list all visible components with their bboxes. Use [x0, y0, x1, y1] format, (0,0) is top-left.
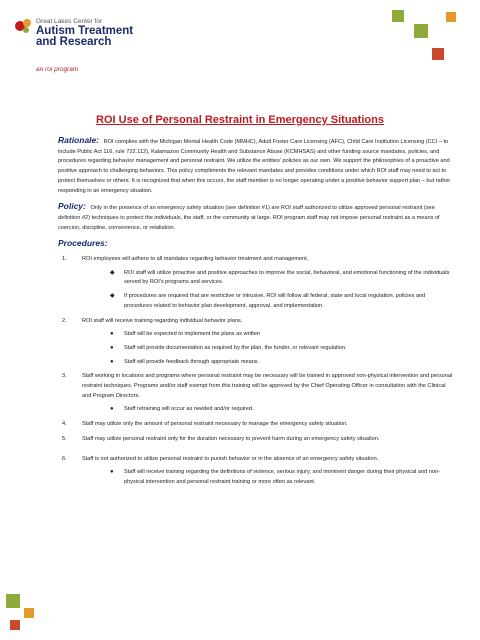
bullet-text: If procedures are required that are restrictive or intrusive, ROI will follow all federal, state and local regulation, policies and procedures related to behavior plan development, approval, and implementation. — [124, 293, 426, 309]
bullet-item — [110, 330, 454, 340]
logo-tagline: an roi program — [36, 66, 79, 73]
procedure-body — [82, 435, 454, 445]
procedure-text: ROI employees will adhere to all mandates regarding behavior treatment and management. — [82, 256, 309, 263]
procedure-item — [58, 317, 454, 368]
bullet-icon: ● — [110, 358, 114, 365]
bullet-text: Staff will receive training regarding the definitions of violence, serious injury, and imminent danger during their physical and non-physical intervention and personal restraint training or more often as relevant. — [124, 469, 441, 485]
logo-subtitle: Great Lakes Center for — [36, 18, 103, 25]
procedure-item — [58, 435, 454, 445]
procedure-item — [58, 372, 454, 415]
bullet-icon: ◆ — [110, 269, 115, 276]
bullet-item — [110, 292, 454, 311]
organization-logo — [14, 16, 214, 78]
logo-title — [36, 26, 206, 48]
rationale-paragraph — [58, 136, 454, 196]
procedure-body — [82, 455, 454, 488]
procedure-text: Staff is not authorized to utilize personal restraint to punish behavior or in the absence of an emergency safety situation. — [82, 455, 379, 462]
bullet-item — [110, 405, 454, 415]
procedure-number: 2. — [62, 317, 67, 324]
procedures-heading: Procedures: — [58, 238, 108, 249]
logo-title-line2: and Research — [36, 36, 112, 48]
bullet-text: Staff retraining will occur as needed and/or required. — [124, 406, 254, 413]
bullet-text: Staff will be expected to implement the plans as written — [124, 331, 261, 338]
logo-title-line1: Autism Treatment — [36, 25, 134, 37]
page-title: ROI Use of Personal Restraint in Emergency Situations — [96, 114, 384, 126]
procedure-body — [82, 372, 454, 415]
bullet-icon: ● — [110, 331, 114, 338]
document-body — [58, 136, 454, 493]
decorative-square — [432, 48, 444, 60]
bullet-item — [110, 344, 454, 354]
procedure-body — [82, 317, 454, 368]
policy-paragraph — [58, 202, 454, 233]
decorative-square — [10, 620, 20, 630]
procedure-body — [82, 255, 454, 312]
procedure-body — [82, 420, 454, 430]
bullet-text: Staff will provide documentation as required by the plan, the funder, or relevant regulation. — [124, 344, 347, 351]
bullet-text: Staff will provide feedback through appropriate means. — [124, 358, 260, 365]
procedure-number: 6. — [62, 455, 67, 462]
bullet-item — [110, 468, 454, 487]
decorative-square — [392, 10, 404, 22]
procedure-number: 4. — [62, 421, 67, 428]
policy-text: Only in the presence of an emergency safety situation (see definition #1) are ROI staff authorized to utilize approved personal restraint (see definition #2) techniques to protect the individuals, the staff, or the community at large. ROI program staff may not impose personal restraint as a means of coercion, discipline, convenience, or retaliation. — [58, 205, 440, 231]
procedure-number: 1. — [62, 256, 67, 263]
procedure-item — [58, 455, 454, 488]
bullet-icon: ● — [110, 469, 114, 476]
decorative-square — [446, 12, 456, 22]
bullet-icon: ◆ — [110, 293, 115, 300]
procedure-text: Staff may utilize only the amount of personal restraint necessary to manage the emergency safety situation. — [82, 421, 348, 428]
bullet-icon: ● — [110, 344, 114, 351]
logo-mark-icon — [14, 16, 34, 36]
procedures-list — [58, 255, 454, 488]
procedure-text: Staff may utilize personal restraint only for the duration necessary to prevent harm during an emergency safety situation. — [82, 435, 380, 442]
bullet-icon: ● — [110, 406, 114, 413]
bullet-item — [110, 269, 454, 288]
decorative-square — [414, 24, 428, 38]
procedure-text: ROI staff will receive training regarding individual behavior plans. — [82, 317, 243, 324]
decorative-square — [6, 594, 20, 608]
bullet-item — [110, 358, 454, 368]
rationale-label: Rationale: — [58, 135, 100, 145]
procedure-number: 5. — [62, 435, 67, 442]
procedure-item — [58, 420, 454, 430]
procedure-number: 3. — [62, 373, 67, 380]
decorative-square — [24, 608, 34, 618]
policy-label: Policy: — [58, 201, 86, 212]
procedure-item — [58, 255, 454, 312]
bullet-text: ROI staff will utilize proactive and positive approaches to improve the social, behavioral, and emotional functioning of the individuals served by ROI's programs and services. — [124, 269, 450, 286]
procedure-text: Staff working in locations and programs where personal restraint may be necessary will be trained in approved non-physical intervention and personal restraint techniques. Programs and/or staff exempt from this training will be approved by the Chief Operating Officer in consultation with the Clinical and Program Directors. — [82, 373, 453, 399]
rationale-text: ROI complies with the Michigan Mental Health Code (MMHC), Adult Foster Care Licensing (AFC), Child Care Institution Licensing (CCI – to include Public Act 116, rule 722.112), Kalamazoo Community Health and Substance Abuse (KCMHSAS) and other funding source mandates, policies, and procedures regarding behavior management and personal restraint. We utilize the entities' policies as our own. We support the philosophies of a proactive and positive approach to challenging behaviors. This policy compliments the relevant mandates and provides conditions under which ROI staff may need to act to protect themselves or others. It is recognized that when this occurs, the staff member is no longer operating under a positive behavior support plan – but rather responding in an emergency situation. — [58, 139, 451, 194]
